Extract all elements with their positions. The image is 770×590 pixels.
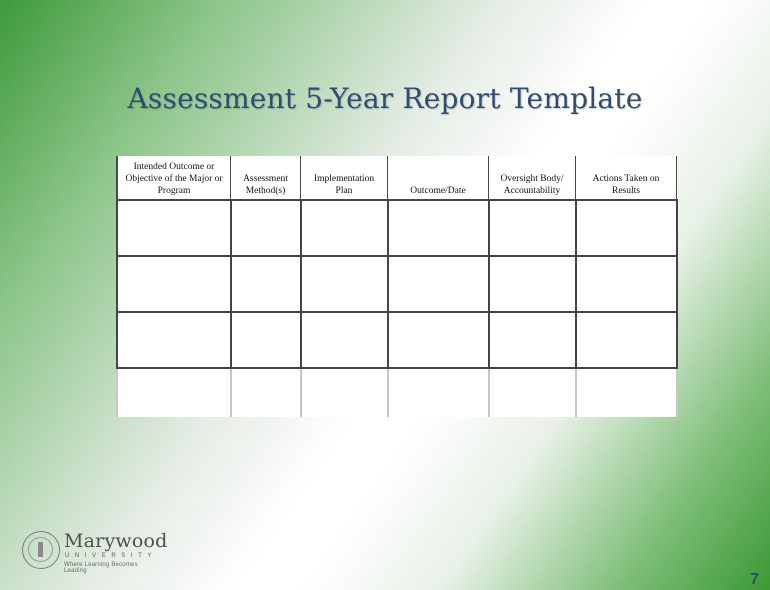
table-cell	[489, 256, 576, 312]
table-cell	[231, 312, 301, 368]
university-seal-icon	[22, 531, 60, 569]
table-cell	[576, 312, 677, 368]
table-row	[117, 200, 677, 256]
report-template-table	[116, 156, 678, 417]
slide-title: Assessment 5-Year Report Template	[127, 82, 643, 115]
table-cell	[388, 256, 489, 312]
logo-subtitle: UNIVERSITY	[65, 553, 158, 559]
column-header-assessment-method: Assessment Method(s)	[231, 156, 301, 200]
table-row	[117, 256, 677, 312]
column-header-actions-taken: Actions Taken on Results	[576, 156, 677, 200]
table-cell	[388, 200, 489, 256]
table-cell	[117, 256, 231, 312]
table-cell	[231, 256, 301, 312]
column-header-implementation-plan: Implementation Plan	[301, 156, 388, 200]
logo-name: Marywood	[64, 530, 168, 552]
table-cell	[117, 312, 231, 368]
table-cell	[388, 312, 489, 368]
table-cell	[576, 200, 677, 256]
table-cell	[489, 368, 576, 417]
university-logo	[22, 530, 168, 575]
column-header-intended-outcome: Intended Outcome or Objective of the Major or Program	[117, 156, 231, 200]
table-cell	[301, 312, 388, 368]
table-cell	[489, 312, 576, 368]
table-row	[117, 312, 677, 368]
table-cell	[576, 256, 677, 312]
column-header-outcome-date: Outcome/Date	[388, 156, 489, 200]
table-cell	[117, 200, 231, 256]
table-header-row	[117, 156, 677, 200]
table-cell	[231, 200, 301, 256]
table-cell	[576, 368, 677, 417]
logo-tagline: Where Learning Becomes Leading	[64, 562, 138, 574]
table-cell	[301, 256, 388, 312]
column-header-oversight-body: Oversight Body/ Accountability	[489, 156, 576, 200]
table-cell	[231, 368, 301, 417]
table-cell	[301, 368, 388, 417]
table-cell	[489, 200, 576, 256]
table-cell	[388, 368, 489, 417]
table-cell	[301, 200, 388, 256]
table-row-faded	[117, 368, 677, 417]
table-cell	[117, 368, 231, 417]
page-number: 7	[750, 571, 759, 588]
